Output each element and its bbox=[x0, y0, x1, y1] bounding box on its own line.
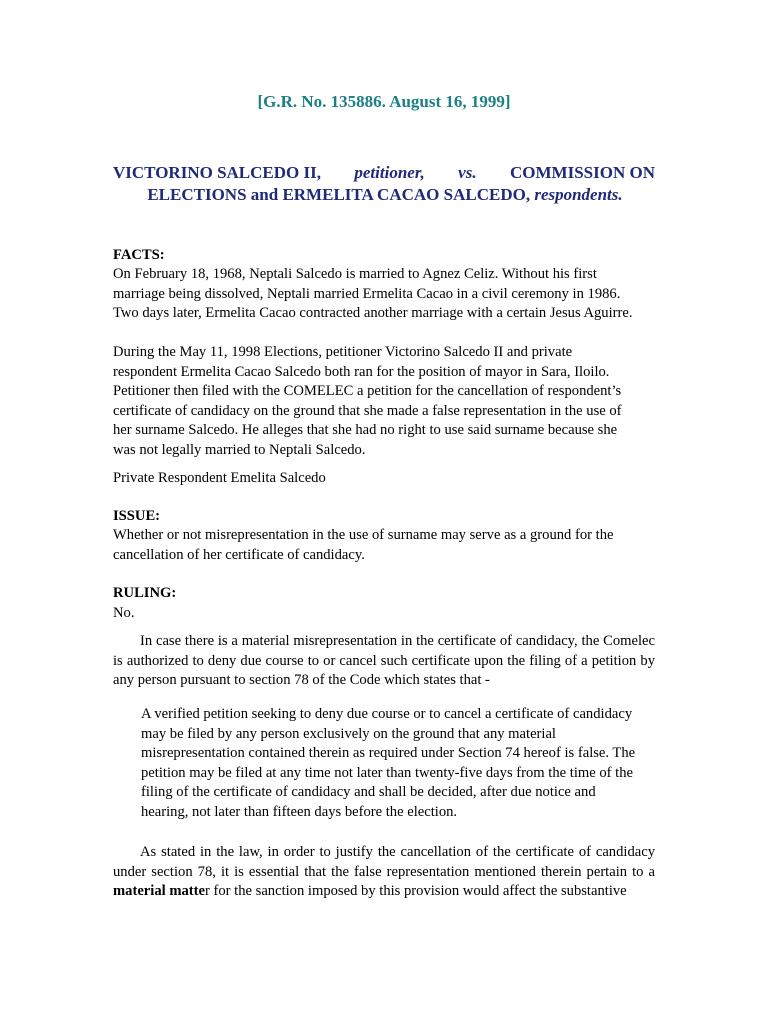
caption-line-1 bbox=[113, 162, 655, 184]
facts-p2-line: Petitioner then filed with the COMELEC a petition for the cancellation of respondent’s bbox=[113, 383, 622, 399]
facts-p2-line: During the May 11, 1998 Elections, petitioner Victorino Salcedo II and private bbox=[113, 344, 573, 360]
statute-quote bbox=[141, 705, 654, 822]
respondent-second: ELECTIONS and ERMELITA CACAO SALCEDO, bbox=[147, 185, 531, 204]
quote-line: misrepresentation contained therein as required under Section 74 hereof is false. The bbox=[141, 745, 636, 761]
quote-line: may be filed by any person exclusively on the ground that any material bbox=[141, 725, 556, 742]
quote-line: petition may be filed at any time not later than twenty-five days from the time of the bbox=[141, 764, 633, 781]
quote-line: hearing, not later than fifteen days before the election. bbox=[141, 803, 458, 820]
caption-line-2 bbox=[113, 184, 655, 206]
quote-line: A verified petition seeking to deny due course or to cancel a certificate of candidacy bbox=[141, 706, 633, 722]
respondent-role: respondents. bbox=[534, 185, 623, 204]
facts-p2-line: respondent Ermelita Cacao Salcedo both ran for the position of mayor in Sara, Iloilo. bbox=[113, 363, 610, 380]
facts-paragraph-3: Private Respondent Emelita Salcedo bbox=[113, 470, 326, 486]
ruling-p2-start: As stated in the law, in order to justify the cancellation of the certificate of candidacy under section 78, it is essential that the false representation mentioned therein pertain to a bbox=[113, 844, 655, 880]
facts-p1-line: Two days later, Ermelita Cacao contracted another marriage with a certain Jesus Aguirre. bbox=[113, 305, 633, 321]
ruling-p2-end: r for the sanction imposed by this provision would affect the substantive bbox=[204, 883, 627, 899]
petitioner-name: VICTORINO SALCEDO II, bbox=[113, 163, 321, 182]
case-caption bbox=[113, 162, 655, 206]
ruling-heading: RULING: bbox=[113, 585, 177, 601]
respondent-first: COMMISSION ON bbox=[510, 163, 655, 182]
ruling-paragraph-2 bbox=[113, 843, 655, 902]
facts-p2-line: certificate of candidacy on the ground that she made a false representation in the use of bbox=[113, 402, 622, 419]
quote-line: filing of the certificate of candidacy and shall be decided, after due notice and bbox=[141, 784, 596, 800]
facts-p1-line: marriage being dissolved, Neptali married Ermelita Cacao in a civil ceremony in 1986. bbox=[113, 285, 621, 302]
ruling-answer: No. bbox=[113, 605, 135, 621]
facts-p1-line: On February 18, 1968, Neptali Salcedo is married to Agnez Celiz. Without his first bbox=[113, 266, 597, 282]
issue-line: Whether or not misrepresentation in the use of surname may serve as a ground for the bbox=[113, 527, 614, 543]
ruling-paragraph-1: In case there is a material misrepresentation in the certificate of candidacy, the Comelec is authorized to deny due course to or cancel such certificate upon the filing of a petition by any person pursuant to section 78 of the Code which states that - bbox=[113, 633, 655, 688]
facts-paragraph-1 bbox=[113, 265, 658, 324]
issue-line: cancellation of her certificate of candidacy. bbox=[113, 546, 365, 563]
facts-heading: FACTS: bbox=[113, 247, 165, 263]
issue-paragraph bbox=[113, 526, 658, 565]
issue-heading: ISSUE: bbox=[113, 508, 161, 524]
facts-p2-line: was not legally married to Neptali Salcedo. bbox=[113, 441, 366, 458]
case-number-heading: [G.R. No. 135886. August 16, 1999] bbox=[257, 92, 511, 111]
petitioner-role: petitioner, bbox=[354, 163, 425, 182]
material-matter-emphasis: material matte bbox=[113, 883, 205, 899]
versus-label: vs. bbox=[458, 163, 477, 182]
facts-paragraph-2 bbox=[113, 343, 658, 460]
facts-p2-line: her surname Salcedo. He alleges that she had no right to use said surname because she bbox=[113, 422, 618, 438]
